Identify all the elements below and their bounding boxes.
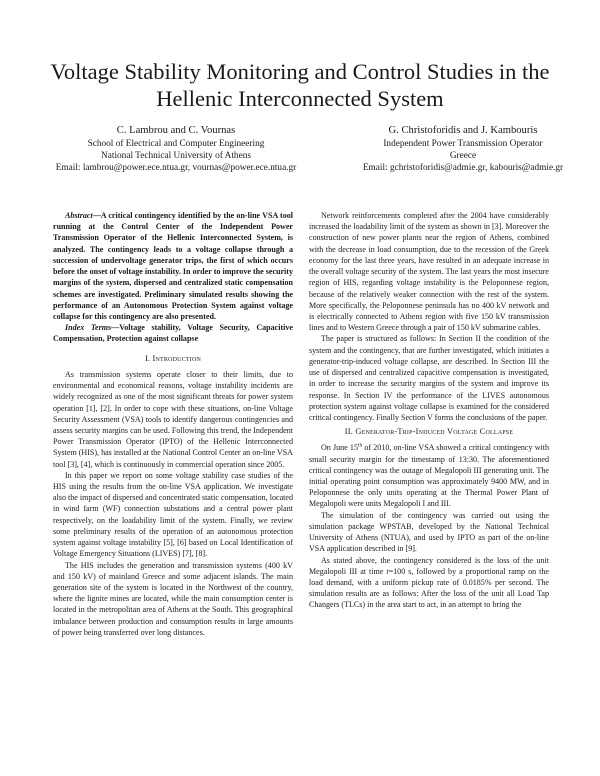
paragraph: Network reinforcements completed after the 2004 have considerably increased the loadability limit of the system as shown in [3]. Moreover the construction of new power plants near the region of Athens, combined with the decrease in load consumption, due to the recession of the Greek economy for the last three years, have resulted in an adequate increase in the overall voltage security of the system. The last years the most insecure region of HIS, regarding voltage instability is the Peloponnese region, because of the relatively weaker connection with the rest of the system. More specifically, the Peloponnese peninsula has no 400 kV network and is electrically connected to Athens region with five 150 kV transmission lines and to Western Greece through a pair of 150 kV submarine cables.: [309, 211, 549, 333]
paper-title: Voltage Stability Monitoring and Control Studies in the Hellenic Interconnected System: [50, 59, 550, 111]
author-affiliation: Greece: [449, 151, 477, 162]
abstract: [53, 210, 293, 322]
author-email: Email: lambrou@power.ece.ntua.gr, vournas@power.ece.ntua.gr: [55, 163, 297, 174]
index-terms: [53, 322, 293, 344]
index-terms-text: —Voltage stability, Voltage Security, Capacitive Compensation, Protection against collapse: [53, 323, 293, 344]
index-terms-label: Index Terms: [65, 323, 112, 333]
math-variable: t: [386, 566, 389, 576]
paragraph: [309, 442, 549, 509]
paragraph: In this paper we report on some voltage stability case studies of the HIS using the results from the on-line VSA application. We investigate also the impact of dispersed and concentrated static compensation, located in wind farm (WF) connection substations and a central power plant respectively, on the loadability limit of the system. Finally, we review some preliminary results of the operation of an autonomous protection system against voltage instability [5], [6] based on Local Identification of Voltage Emergency Situations (LIVES) [7], [8].: [53, 470, 293, 559]
paragraph: As transmission systems operate closer to their limits, due to environmental and economical reasons, voltage instability incidents are widely recognized as one of the most significant threats for power system operation [1], [2]. In order to cope with these situations, on-line Voltage Security Assessment (VSA) tools to identify dangerous contingencies and assess security margins can be used. Following this trend, the Independent Power Transmission Operator (IPTO) of the Hellenic Interconnected System (HIS), has installed at the National Control Center an on-line VSA tool [3], [4], which is continuously in commercial operation since 2005.: [53, 369, 293, 469]
paragraph-text: =100 s, followed by a proportional ramp on the load demand, with a uniform pickup rate of 0.0185% per second. The simulation results are as follows: After the loss of the unit all Load Tap Changers (TLCs) in the area start to act, in an attempt to bring the: [309, 566, 549, 610]
author-block-right: [338, 124, 588, 175]
author-names: G. Christoforidis and J. Kambouris: [388, 125, 538, 136]
abstract-text: —A critical contingency identified by the on-line VSA tool running at the Control Center of the Independent Power Transmission Operator of the Hellenic Interconnected System, is analyzed. The contingency leads to a voltage collapse through a succession of undervoltage generator trips, the first of which occurs before the onset of voltage instability. In order to improve the security margins of the system, dispersed and centralized static compensation schemes are investigated. Preliminary simulated results showing the performance of an Autonomous Protection System against voltage collapse for this contingency are also presented.: [53, 211, 293, 321]
abstract-label: Abstract: [65, 211, 93, 220]
author-affiliation: School of Electrical and Computer Engineering: [87, 139, 265, 149]
author-names: C. Lambrou and C. Vournas: [116, 125, 236, 136]
paragraph: The simulation of the contingency was carried out using the simulation package WPSTAB, developed by the National Technical University of Athens (NTUA), and used by IPTO as part of the on-line VSA application described in [9].: [309, 510, 549, 554]
author-block-left: [20, 124, 332, 175]
right-column: [309, 210, 549, 611]
author-email: Email: gchristoforidis@admie.gr, kabouris@admie.gr: [362, 163, 564, 174]
paragraph-text: On June 15: [321, 443, 358, 453]
author-affiliation: Independent Power Transmission Operator: [383, 139, 543, 149]
left-column: [53, 210, 293, 638]
author-affiliation: National Technical University of Athens: [101, 151, 251, 162]
paragraph: The HIS includes the generation and transmission systems (400 kV and 150 kV) of mainland Greece and some adjacent islands. The main generation site of the system is located in the Northwest of the country, where the lignite mines are located, while the main consumption center is located in the metropolitan area of Athens at the South. This geographical imbalance between production and consumption results in large amounts of power being transferred over long distances.: [53, 560, 293, 637]
section-heading-introduction: I. Introduction: [144, 353, 202, 363]
paragraph-text: of 2010, on-line VSA showed a critical contingency with small security margin for the timestamp of 13:30. The aforementioned critical contingency was the outage of Megalopoli III generating unit. The initial operating point consumption was approximately 9400 MW, and in Peloponnese the only units operating at the Thermal Power Plant of Megalopoli were units Megalopoli I and III.: [309, 443, 549, 509]
ordinal-suffix: th: [357, 442, 363, 449]
paragraph: [309, 555, 549, 611]
paragraph-text: As stated above, the contingency considered is the loss of the unit Megalopoli III at time: [309, 555, 549, 576]
paragraph: The paper is structured as follows: In Section II the condition of the system and the contingency, that are further investigated, which initiates a generator-trip-induced voltage collapse, are described. In Section III the use of dispersed and centralized capacitive compensation is investigated, in order to increase the security margins of the system and improve its response. In Section IV the performance of the LIVES autonomous protection system against voltage collapse is examined for the considered critical contingency. Finally Section V forms the conclusions of the paper.: [309, 334, 549, 422]
section-heading-generator-trip: II. Generator-Trip-Induced Voltage Collapse: [344, 427, 514, 437]
